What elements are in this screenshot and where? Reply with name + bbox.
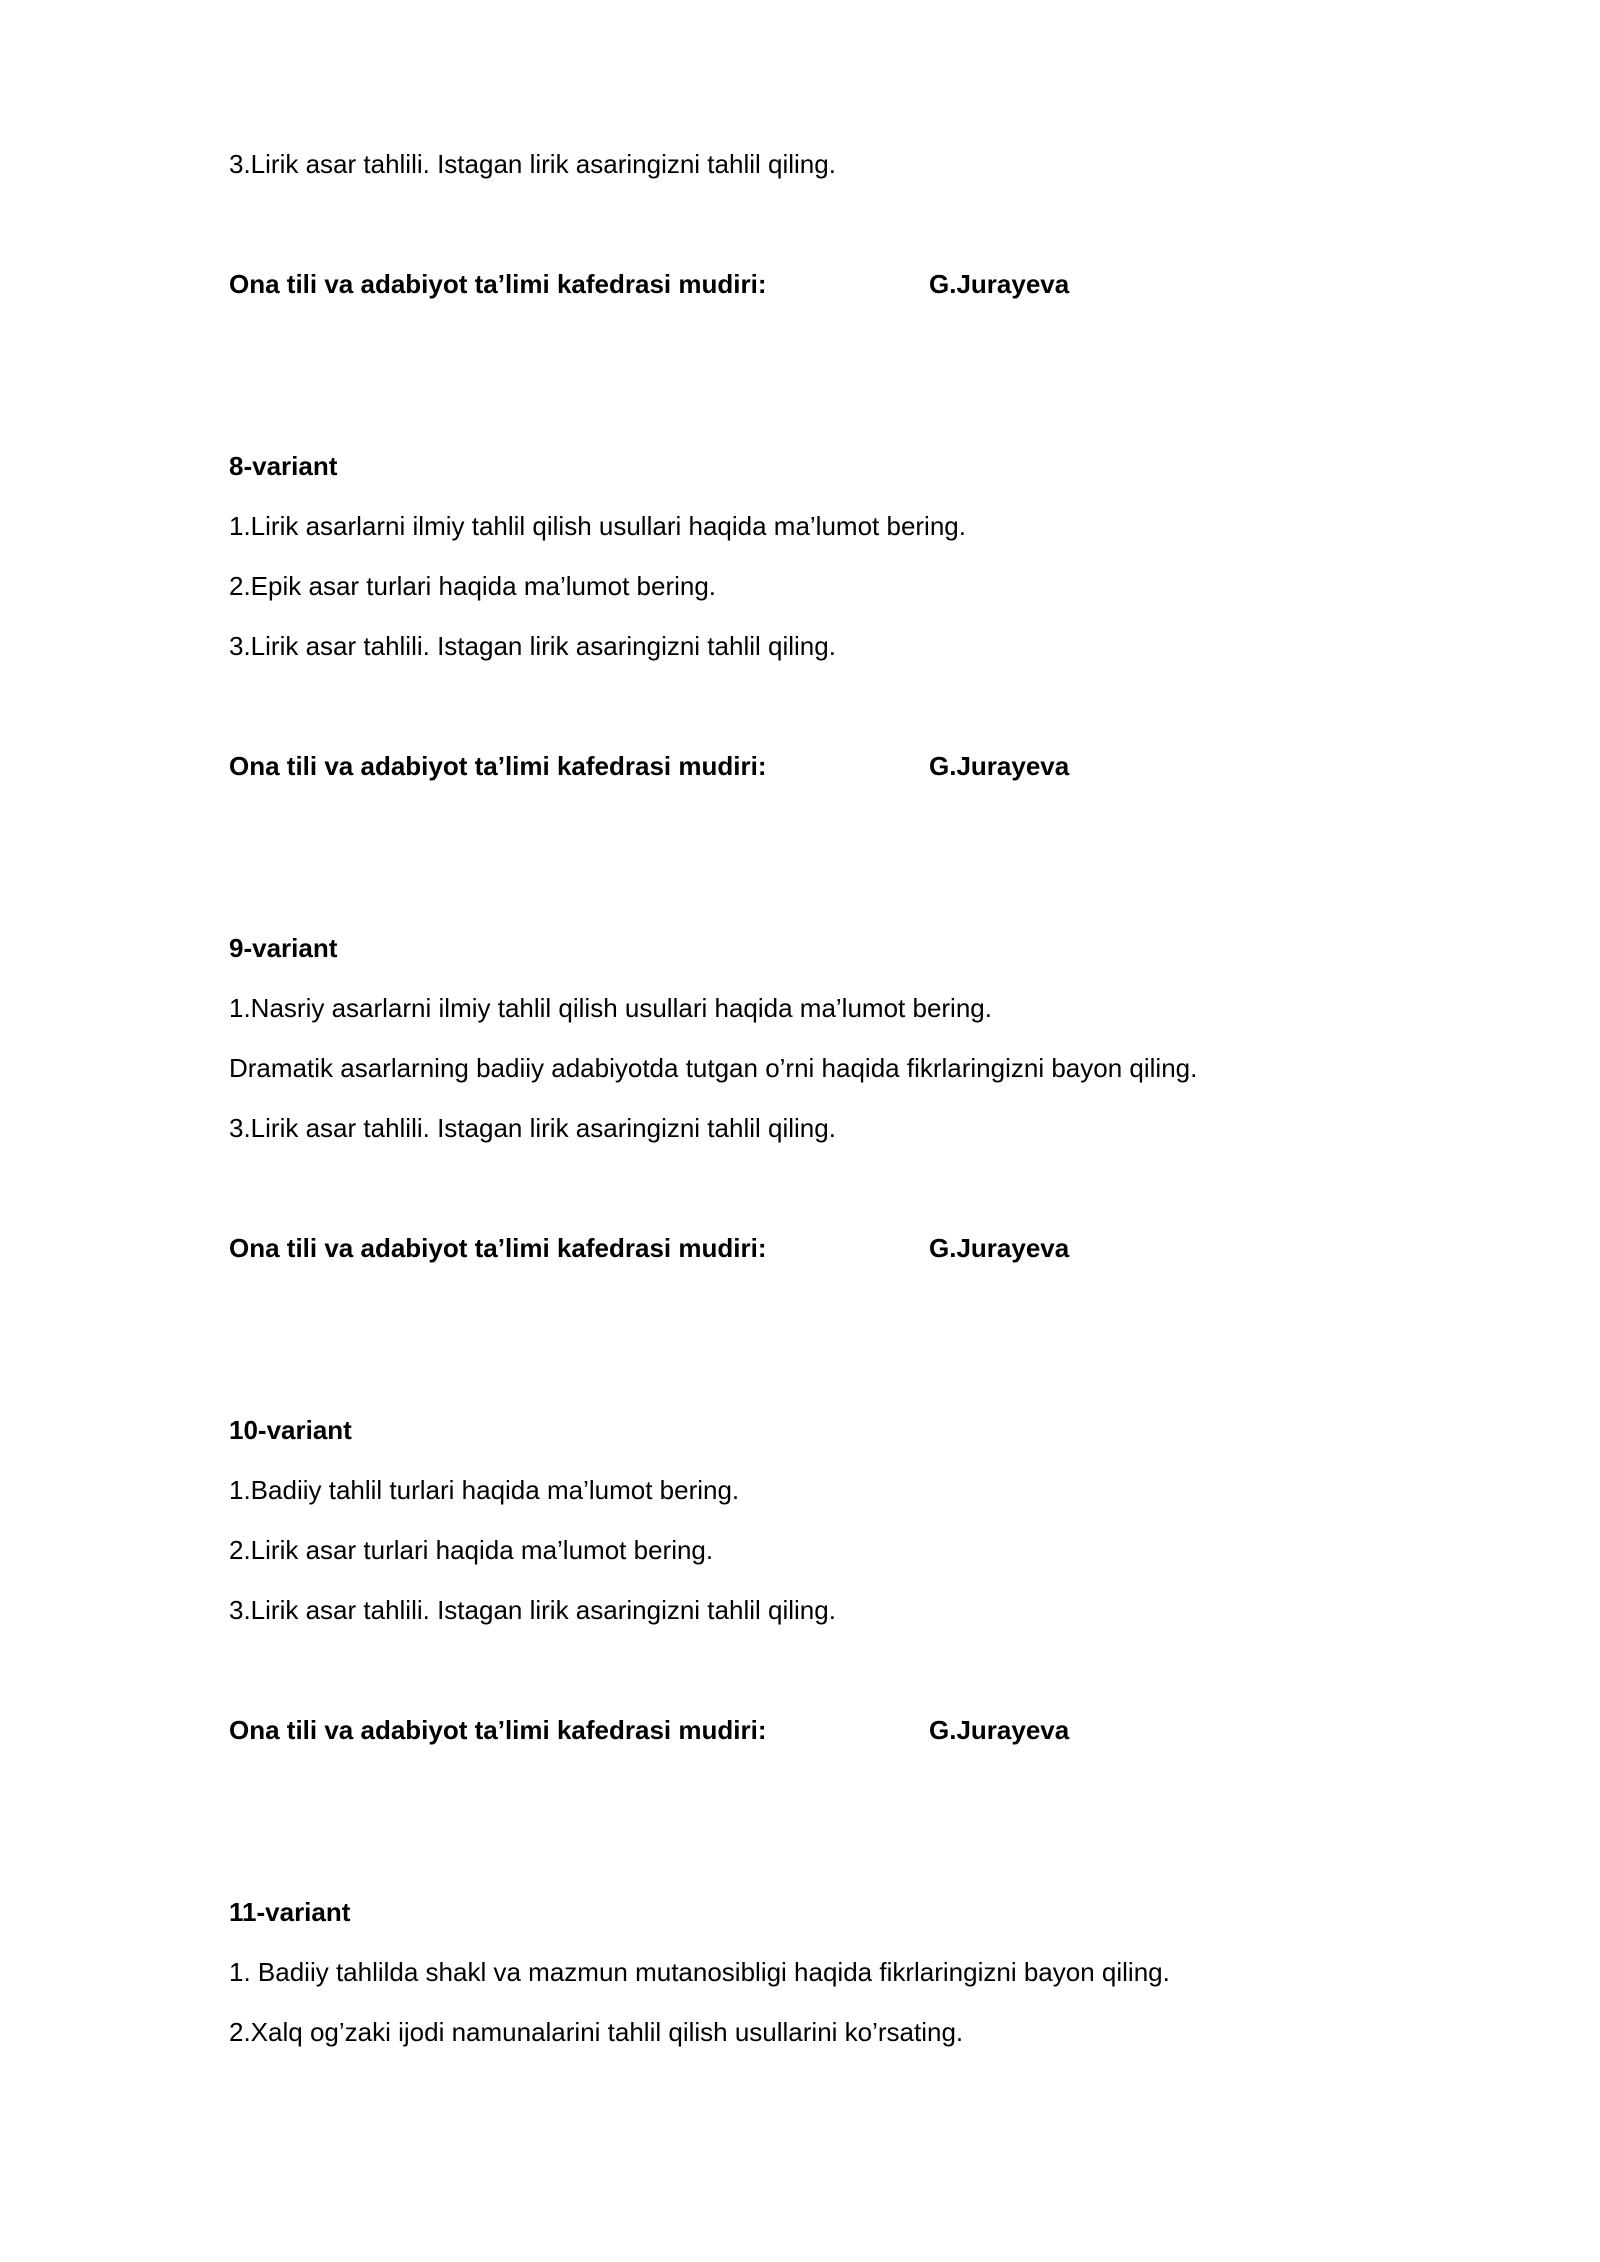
signature-role: Ona tili va adabiyot ta’limi kafedrasi mudiri: bbox=[229, 1715, 767, 1745]
document-body bbox=[229, 148, 1379, 2048]
question-item: 1. Badiiy tahlilda shakl va mazmun mutanosibligi haqida fikrlaringizni bayon qiling. bbox=[229, 1957, 1170, 1987]
signature-name: G.Jurayeva bbox=[929, 1233, 1070, 1263]
signature-name: G.Jurayeva bbox=[929, 1715, 1070, 1745]
question-item: Dramatik asarlarning badiiy adabiyotda tutgan o’rni haqida fikrlaringizni bayon qiling. bbox=[229, 1053, 1198, 1083]
variant-title: 10-variant bbox=[229, 1415, 352, 1445]
question-item: 3.Lirik asar tahlili. Istagan lirik asaringizni tahlil qiling. bbox=[229, 1595, 836, 1625]
question-item: 3.Lirik asar tahlili. Istagan lirik asaringizni tahlil qiling. bbox=[229, 1113, 836, 1143]
question-item: 2.Epik asar turlari haqida ma’lumot bering. bbox=[229, 571, 717, 601]
question-item: 1.Badiiy tahlil turlari haqida ma’lumot bering. bbox=[229, 1475, 740, 1505]
signature-role: Ona tili va adabiyot ta’limi kafedrasi mudiri: bbox=[229, 1233, 767, 1263]
question-item: 2.Lirik asar turlari haqida ma’lumot bering. bbox=[229, 1535, 714, 1565]
signature-line bbox=[229, 268, 1379, 300]
signature-role: Ona tili va adabiyot ta’limi kafedrasi mudiri: bbox=[229, 269, 767, 299]
signature-line bbox=[229, 1232, 1379, 1264]
question-item: 1.Lirik asarlarni ilmiy tahlil qilish usullari haqida ma’lumot bering. bbox=[229, 511, 966, 541]
signature-line bbox=[229, 1714, 1379, 1746]
signature-name: G.Jurayeva bbox=[929, 751, 1070, 781]
variant-title: 9-variant bbox=[229, 933, 338, 963]
variant-title: 8-variant bbox=[229, 451, 338, 481]
signature-name: G.Jurayeva bbox=[929, 269, 1070, 299]
variant-title: 11-variant bbox=[229, 1897, 351, 1927]
question-item: 3.Lirik asar tahlili. Istagan lirik asaringizni tahlil qiling. bbox=[229, 149, 836, 179]
signature-line bbox=[229, 750, 1379, 782]
signature-role: Ona tili va adabiyot ta’limi kafedrasi mudiri: bbox=[229, 751, 767, 781]
question-item: 2.Xalq og’zaki ijodi namunalarini tahlil qilish usullarini ko’rsating. bbox=[229, 2017, 964, 2047]
question-item: 1.Nasriy asarlarni ilmiy tahlil qilish usullari haqida ma’lumot bering. bbox=[229, 993, 992, 1023]
question-item: 3.Lirik asar tahlili. Istagan lirik asaringizni tahlil qiling. bbox=[229, 631, 836, 661]
